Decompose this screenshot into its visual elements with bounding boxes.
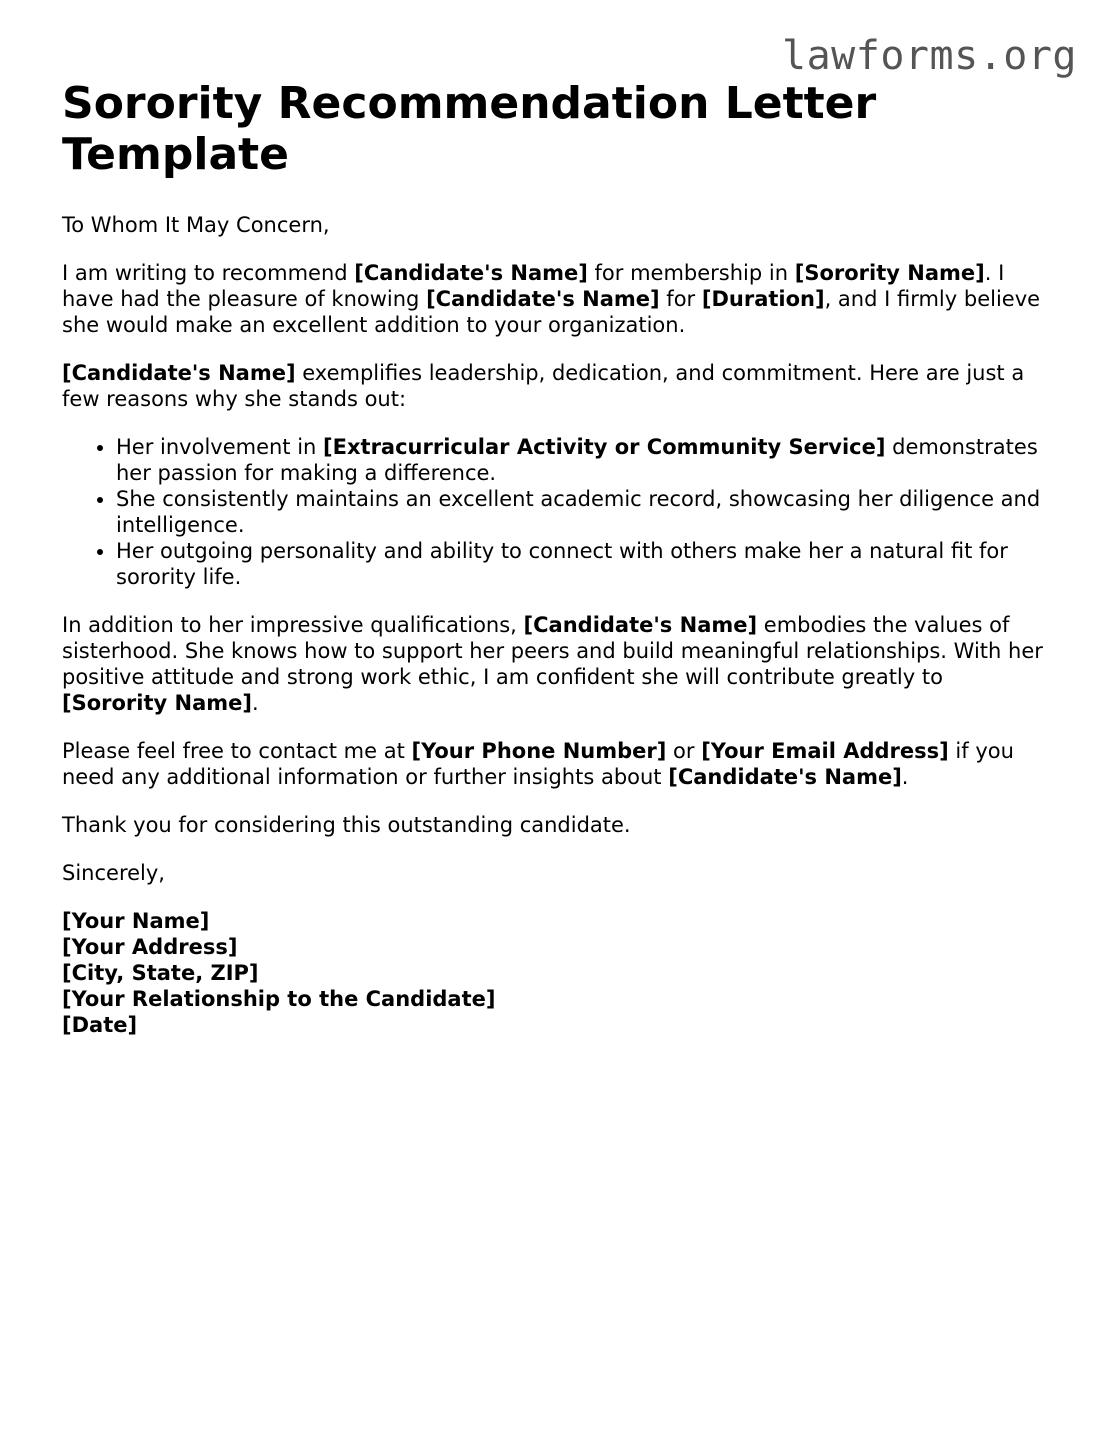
reasons-list — [62, 434, 1052, 590]
text: demonstrates her passion for making a difference. — [116, 435, 1038, 485]
signature-name: [Your Name] — [62, 909, 210, 933]
signature-city: [City, State, ZIP] — [62, 961, 259, 985]
placeholder-candidate-name: [Candidate's Name] — [426, 287, 660, 311]
closing-line: Sincerely, — [62, 861, 165, 885]
signature-block — [62, 908, 1052, 1038]
thanks-line: Thank you for considering this outstanding candidate. — [62, 813, 631, 837]
signature-date: [Date] — [62, 1013, 138, 1037]
text: Her involvement in — [116, 435, 324, 459]
salutation: To Whom It May Concern, — [62, 213, 330, 237]
list-item: • Her outgoing personality and ability to connect with others make her a natural fit for sorority life. — [116, 538, 1052, 590]
text: . — [901, 765, 909, 789]
qualities-paragraph — [62, 360, 1052, 412]
text: In addition to her impressive qualifications, — [62, 613, 524, 637]
placeholder-activity: [Extracurricular Activity or Community Service] — [323, 435, 886, 459]
placeholder-email-address: [Your Email Address] — [701, 739, 949, 763]
text: I am writing to recommend — [62, 261, 355, 285]
signature-relationship: [Your Relationship to the Candidate] — [62, 987, 496, 1011]
placeholder-sorority-name: [Sorority Name] — [62, 691, 252, 715]
contact-paragraph — [62, 738, 1052, 790]
page-title: Sorority Recommendation Letter Template — [62, 78, 877, 180]
placeholder-candidate-name: [Candidate's Name] — [523, 613, 758, 637]
letter-document — [62, 78, 1052, 1038]
intro-paragraph — [62, 260, 1052, 338]
placeholder-candidate-name: [Candidate's Name] — [354, 261, 588, 285]
signature-address: [Your Address] — [62, 935, 238, 959]
list-item: • She consistently maintains an excellent academic record, showcasing her diligence and intelligence. — [116, 486, 1052, 538]
text: exemplifies leadership, dedication, and commitment. Here are just a few reasons why she stands out: — [62, 361, 1025, 411]
site-watermark: lawforms.org — [782, 33, 1077, 79]
placeholder-sorority-name: [Sorority Name] — [794, 261, 985, 285]
placeholder-candidate-name: [Candidate's Name] — [62, 361, 296, 385]
placeholder-candidate-name: [Candidate's Name] — [668, 765, 902, 789]
text: . I have had the pleasure of knowing — [62, 261, 1005, 311]
values-paragraph — [62, 612, 1052, 716]
text: embodies the values of sisterhood. She knows how to support her peers and build meaningful relationships. With her positive attitude and strong work ethic, I am confident she will contribute greatly to — [62, 613, 1043, 689]
text: Please feel free to contact me at — [62, 739, 412, 763]
placeholder-phone-number: [Your Phone Number] — [411, 739, 667, 763]
placeholder-duration: [Duration] — [701, 287, 825, 311]
text: . — [252, 691, 259, 715]
text: if you need any additional information or further insights about — [62, 739, 1014, 789]
text: for — [659, 287, 702, 311]
text: or — [666, 739, 702, 763]
list-item — [116, 434, 1052, 486]
text: for membership in — [587, 261, 795, 285]
text: , and I firmly believe she would make an excellent addition to your organization. — [62, 287, 1041, 337]
